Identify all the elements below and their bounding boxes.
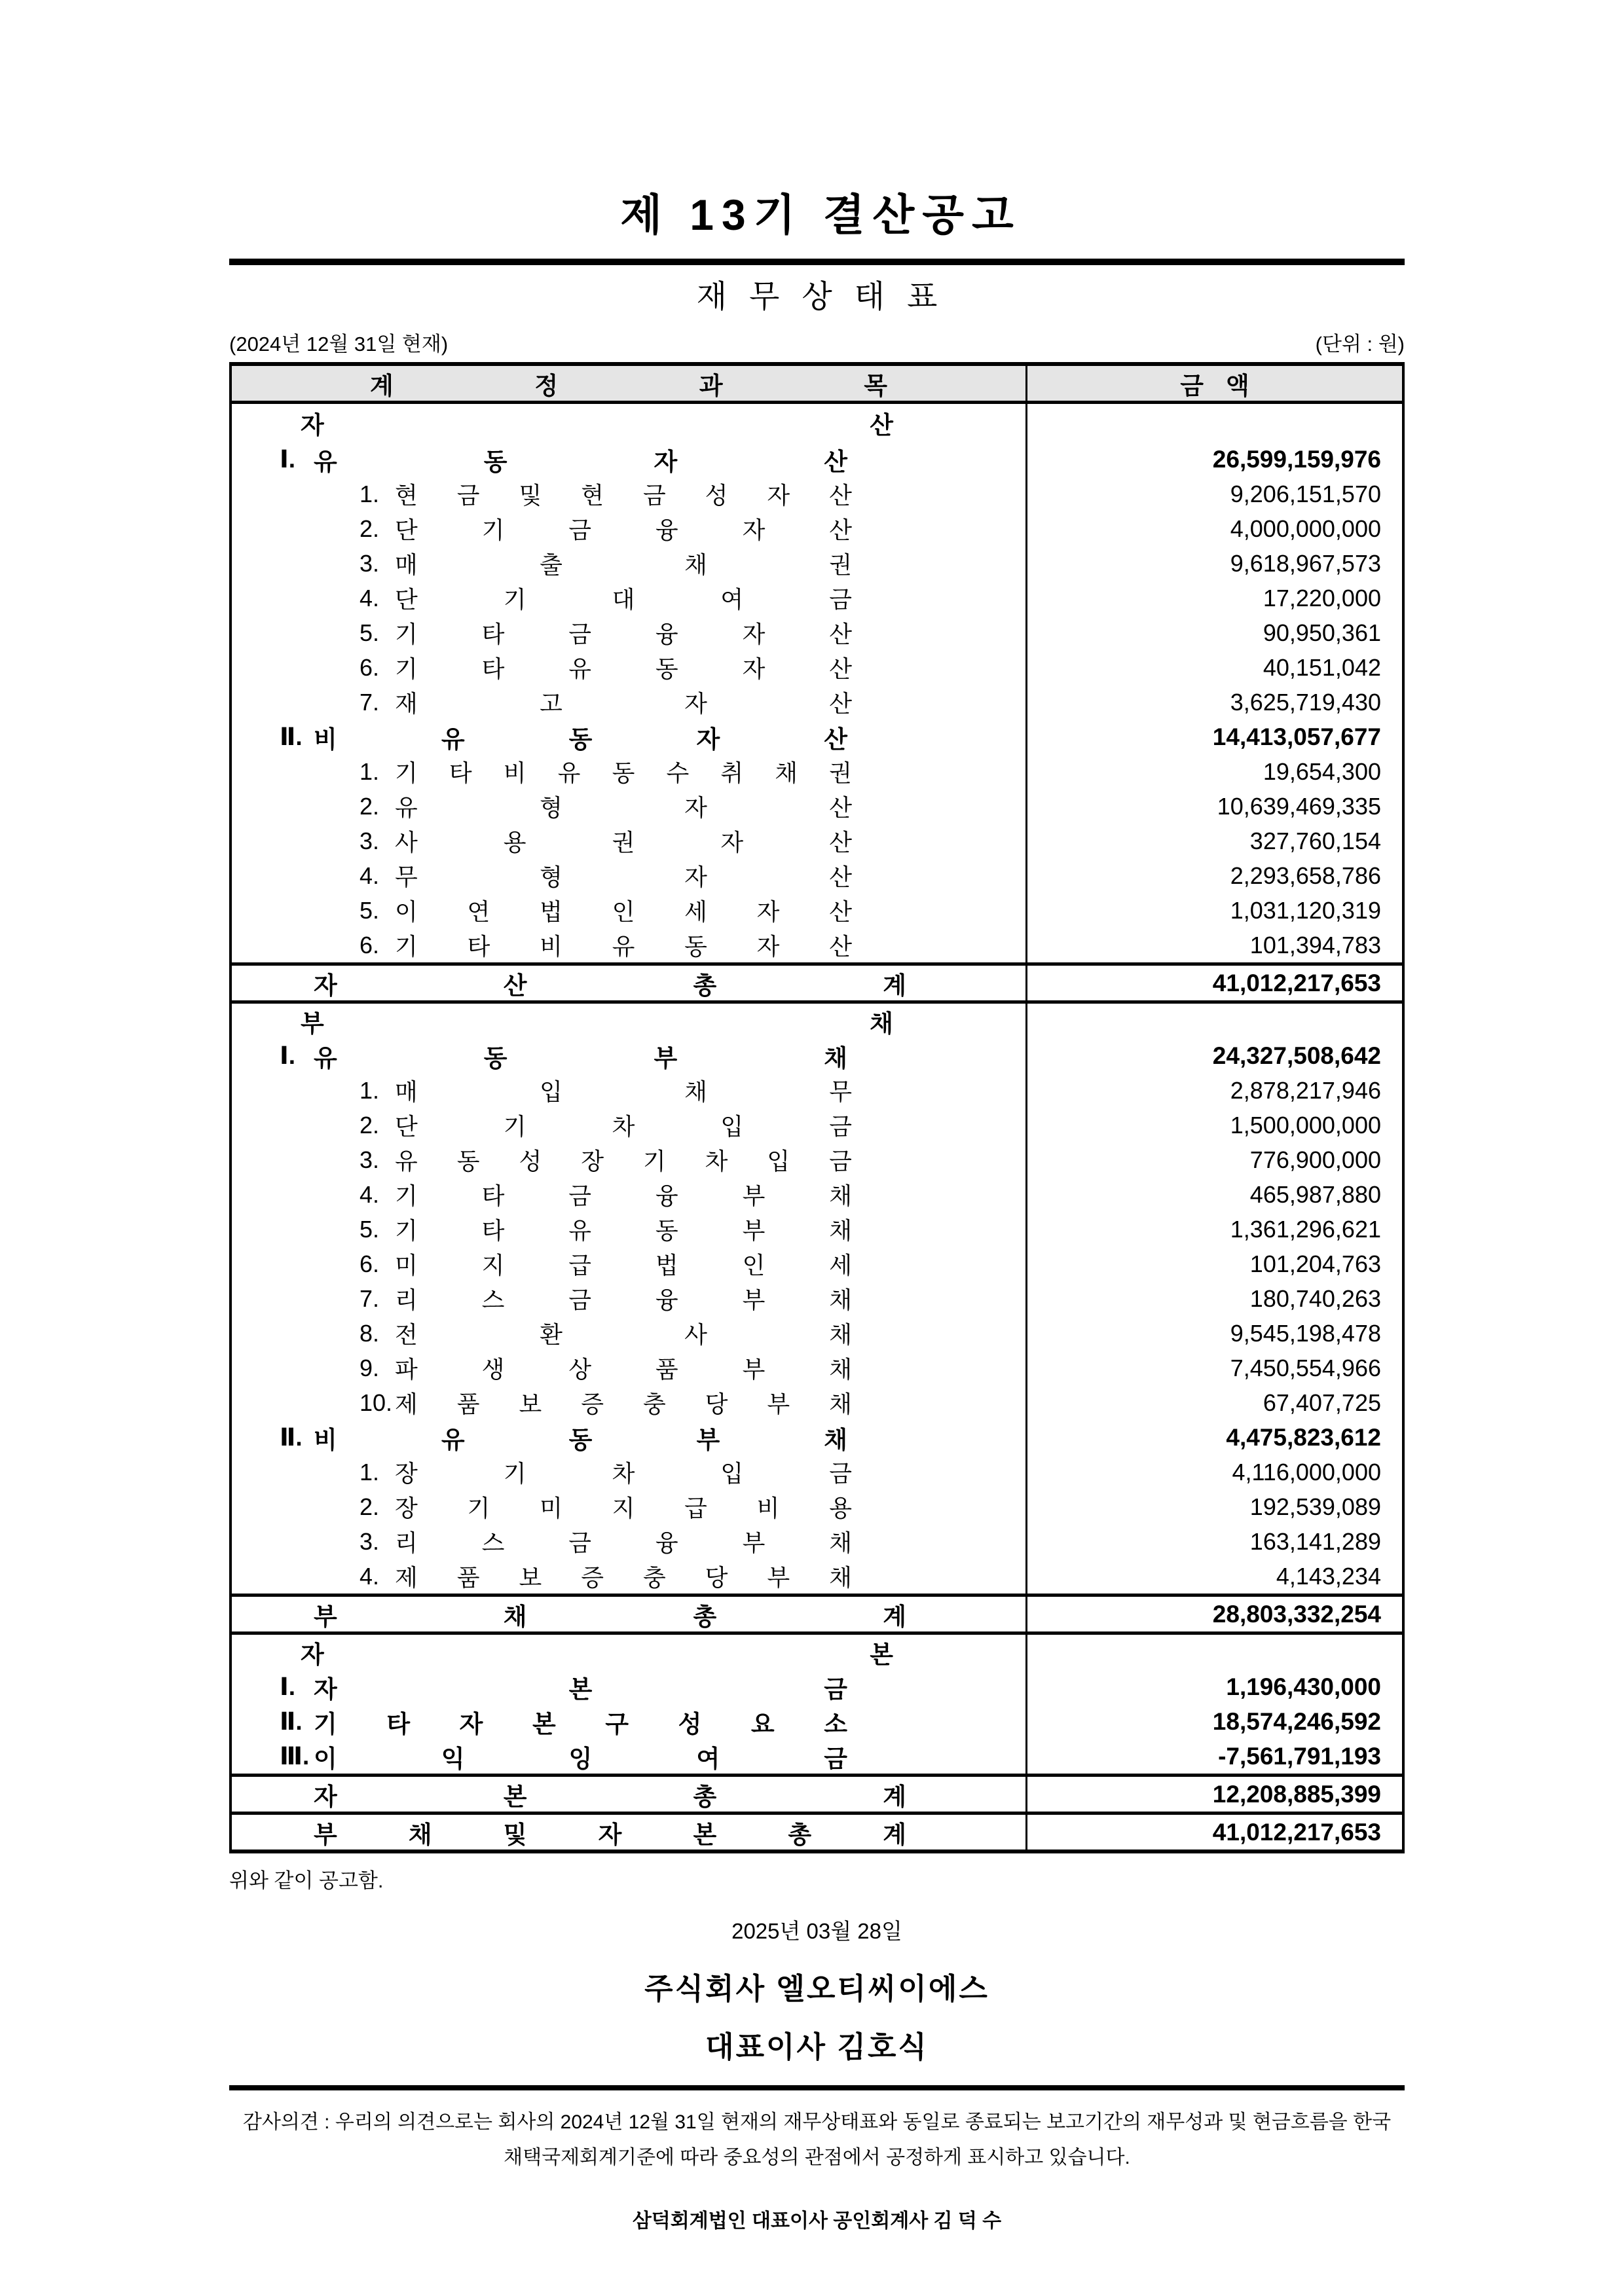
amount-cell: 4,143,234 <box>1276 1562 1381 1590</box>
account-label: 이 익 잉 여 금 <box>314 1745 847 1772</box>
amount-cell: 12,208,885,399 <box>1212 1780 1381 1808</box>
account-cell <box>232 1669 1027 1704</box>
account-cell <box>232 1385 1027 1420</box>
account-header-label: 계 정 과 목 <box>370 372 887 399</box>
account-header-cell <box>232 366 1027 401</box>
account-label: 기 타 금 융 부 채 <box>395 1182 852 1210</box>
account-label: 유 동 자 산 <box>314 448 847 475</box>
table-row <box>232 1281 1402 1316</box>
table-row <box>232 1559 1402 1594</box>
audit-opinion <box>229 2105 1405 2176</box>
account-prefix: Ⅰ. <box>280 446 296 473</box>
account-cell <box>232 1073 1027 1108</box>
table-row <box>232 824 1402 858</box>
account-cell <box>232 1489 1027 1524</box>
title-divider <box>229 259 1405 265</box>
account-cell <box>232 720 1027 754</box>
account-cell <box>232 1597 1027 1631</box>
account-prefix: 7. <box>360 1285 380 1312</box>
account-prefix: 6. <box>360 931 380 958</box>
account-prefix: 7. <box>360 688 380 716</box>
amount-cell: 3,625,719,430 <box>1230 688 1381 716</box>
account-cell <box>232 685 1027 720</box>
amount-cell: 327,760,154 <box>1249 827 1381 854</box>
amount-cell: 1,361,296,621 <box>1230 1215 1381 1243</box>
amount-cell: 14,413,057,677 <box>1212 723 1381 750</box>
account-label: 자 본 <box>301 1641 893 1668</box>
amount-cell: 4,116,000,000 <box>1232 1458 1381 1485</box>
account-cell <box>232 650 1027 685</box>
account-prefix: Ⅰ. <box>280 1673 296 1701</box>
ceo-name: 대표이사 김호식 <box>705 2030 929 2064</box>
table-row <box>232 858 1402 893</box>
account-label: 비 유 동 자 산 <box>314 725 847 753</box>
account-label: 기 타 금 융 자 산 <box>395 621 852 648</box>
account-label: 부 채 총 계 <box>314 1603 906 1630</box>
account-cell <box>232 1777 1027 1812</box>
audit-opinion-line1: 감사의견 : 우리의 의견으로는 회사의 2024년 12월 31일 현재의 재무상태표와 동일로 종료되는 보고기간의 재무성과 및 현금흐름을 한국 <box>242 2111 1392 2134</box>
account-label: 장 기 미 지 급 비 용 <box>395 1495 852 1522</box>
table-row <box>232 1774 1402 1812</box>
account-prefix: 8. <box>360 1319 380 1347</box>
account-cell <box>232 1351 1027 1385</box>
account-cell <box>232 858 1027 893</box>
table-row <box>232 615 1402 650</box>
amount-cell: 41,012,217,653 <box>1212 1818 1381 1846</box>
table-row <box>232 789 1402 824</box>
account-label: 장 기 차 입 금 <box>395 1460 852 1487</box>
account-prefix: 3. <box>360 549 380 577</box>
company-name: 주식회사 엘오티씨이에스 <box>644 1972 989 2006</box>
amount-cell: 19,654,300 <box>1263 757 1381 785</box>
amount-cell: 2,293,658,786 <box>1230 862 1381 889</box>
table-row <box>232 1669 1402 1704</box>
table-row <box>232 1739 1402 1774</box>
amount-cell: 4,475,823,612 <box>1226 1423 1381 1451</box>
account-label: 자 산 총 계 <box>314 972 906 999</box>
statement-title: 재무상태표 <box>696 279 960 314</box>
announcement-note: 위와 같이 공고함. <box>229 1869 384 1893</box>
account-cell <box>232 1420 1027 1455</box>
amount-cell: 1,031,120,319 <box>1230 896 1381 924</box>
table-row <box>232 1489 1402 1524</box>
table-row <box>232 1247 1402 1281</box>
account-cell <box>232 789 1027 824</box>
amount-cell: 180,740,263 <box>1249 1285 1381 1312</box>
account-prefix: 2. <box>360 515 380 542</box>
amount-cell: 2,878,217,946 <box>1230 1076 1381 1104</box>
account-label: 유 형 자 산 <box>395 794 852 822</box>
table-row <box>232 1212 1402 1247</box>
account-label: 자 본 총 계 <box>314 1783 906 1810</box>
account-prefix: Ⅰ. <box>280 1042 296 1070</box>
table-row <box>232 962 1402 1000</box>
amount-cell: 1,196,430,000 <box>1226 1673 1381 1700</box>
table-row <box>232 1631 1402 1669</box>
amount-cell: 4,000,000,000 <box>1230 515 1381 542</box>
account-prefix: 2. <box>360 792 380 820</box>
account-label: 기 타 자 본 구 성 요 소 <box>314 1710 847 1738</box>
account-label: 비 유 동 부 채 <box>314 1426 847 1453</box>
table-row <box>232 1524 1402 1559</box>
amount-cell: 1,500,000,000 <box>1230 1111 1381 1139</box>
amount-cell: 17,220,000 <box>1263 584 1381 611</box>
audit-opinion-line2: 채택국제회계기준에 따라 중요성의 관점에서 공정하게 표시하고 있습니다. <box>504 2147 1130 2169</box>
account-prefix: 1. <box>360 480 380 507</box>
account-cell <box>232 1455 1027 1489</box>
amount-cell: 40,151,042 <box>1263 653 1381 681</box>
account-prefix: 1. <box>360 757 380 785</box>
account-label: 매 출 채 권 <box>395 551 852 579</box>
page-content <box>0 191 1624 2233</box>
amount-cell: 18,574,246,592 <box>1212 1707 1381 1735</box>
table-body <box>232 404 1402 1850</box>
account-cell <box>232 1704 1027 1739</box>
account-cell <box>232 581 1027 615</box>
as-of-date-note: (2024년 12월 31일 현재) <box>229 333 449 356</box>
account-prefix: Ⅱ. <box>280 1424 303 1451</box>
account-label: 자 본 금 <box>314 1675 847 1703</box>
amount-cell: 7,450,554,966 <box>1230 1354 1381 1381</box>
account-cell <box>232 1212 1027 1247</box>
account-label: 제 품 보 증 충 당 부 채 <box>395 1391 852 1418</box>
account-cell <box>232 404 1027 442</box>
table-row <box>232 581 1402 615</box>
account-label: 부 채 및 자 본 총 계 <box>314 1821 906 1848</box>
account-prefix: 6. <box>360 1250 380 1277</box>
table-row <box>232 1108 1402 1142</box>
table-notes-row <box>229 327 1405 357</box>
account-cell <box>232 1247 1027 1281</box>
amount-cell: 24,327,508,642 <box>1212 1042 1381 1069</box>
account-cell <box>232 824 1027 858</box>
amount-cell: 776,900,000 <box>1249 1146 1381 1173</box>
account-prefix: 5. <box>360 619 380 646</box>
table-row <box>232 650 1402 685</box>
amount-cell: 163,141,289 <box>1249 1527 1381 1555</box>
account-cell <box>232 1316 1027 1351</box>
account-cell <box>232 1004 1027 1038</box>
account-cell <box>232 477 1027 511</box>
announcement-date: 2025년 03월 28일 <box>731 1919 902 1944</box>
account-label: 리 스 금 융 부 채 <box>395 1286 852 1314</box>
table-row <box>232 1038 1402 1073</box>
table-row <box>232 546 1402 581</box>
amount-cell: 9,545,198,478 <box>1230 1319 1381 1347</box>
table-row <box>232 1000 1402 1038</box>
account-cell <box>232 1739 1027 1774</box>
account-cell <box>232 1142 1027 1177</box>
audit-divider <box>229 2085 1405 2090</box>
table-row <box>232 893 1402 928</box>
account-label: 기 타 비 유 동 수 취 채 권 <box>395 759 852 787</box>
table-row <box>232 754 1402 789</box>
account-label: 기 타 유 동 자 산 <box>395 655 852 683</box>
account-cell <box>232 615 1027 650</box>
account-cell <box>232 1108 1027 1142</box>
table-row <box>232 1812 1402 1850</box>
account-prefix: 4. <box>360 862 380 889</box>
table-row <box>232 928 1402 962</box>
account-prefix: 4. <box>360 1562 380 1590</box>
account-label: 단 기 금 융 자 산 <box>395 517 852 544</box>
amount-cell: 67,407,725 <box>1263 1389 1381 1416</box>
table-row <box>232 1420 1402 1455</box>
account-label: 재 고 자 산 <box>395 690 852 718</box>
account-prefix: 2. <box>360 1111 380 1139</box>
account-label: 사 용 권 자 산 <box>395 829 852 856</box>
account-label: 단 기 차 입 금 <box>395 1113 852 1140</box>
account-label: 유 동 성 장 기 차 입 금 <box>395 1148 852 1175</box>
table-row <box>232 1316 1402 1351</box>
account-prefix: Ⅲ. <box>280 1743 310 1770</box>
account-prefix: 5. <box>360 1215 380 1243</box>
account-cell <box>232 1559 1027 1594</box>
account-label: 단 기 대 여 금 <box>395 586 852 613</box>
amount-cell: -7,561,791,193 <box>1218 1742 1381 1770</box>
account-label: 이 연 법 인 세 자 산 <box>395 898 852 926</box>
account-prefix: 6. <box>360 653 380 681</box>
account-prefix: 4. <box>360 584 380 611</box>
account-cell <box>232 966 1027 1000</box>
amount-cell: 101,204,763 <box>1249 1250 1381 1277</box>
account-cell <box>232 1524 1027 1559</box>
amount-header-cell <box>1027 366 1402 401</box>
account-label: 전 환 사 채 <box>395 1321 852 1349</box>
account-label: 유 동 부 채 <box>314 1044 847 1072</box>
table-row <box>232 1594 1402 1631</box>
amount-cell: 10,639,469,335 <box>1217 792 1381 820</box>
amount-cell: 90,950,361 <box>1263 619 1381 646</box>
account-cell <box>232 754 1027 789</box>
account-prefix: 3. <box>360 827 380 854</box>
account-cell <box>232 1177 1027 1212</box>
account-cell <box>232 1635 1027 1669</box>
table-row <box>232 477 1402 511</box>
account-prefix: 9. <box>360 1354 380 1381</box>
amount-cell: 41,012,217,653 <box>1212 969 1381 996</box>
account-prefix: 5. <box>360 896 380 924</box>
amount-cell: 9,618,967,573 <box>1230 549 1381 577</box>
account-cell <box>232 442 1027 477</box>
account-prefix: 3. <box>360 1146 380 1173</box>
page-title: 제 13기 결산공고 <box>620 191 1022 239</box>
account-cell <box>232 511 1027 546</box>
table-row <box>232 1704 1402 1739</box>
account-label: 미 지 급 법 인 세 <box>395 1252 852 1279</box>
table-row <box>232 404 1402 442</box>
account-prefix: Ⅱ. <box>280 723 303 751</box>
amount-cell: 101,394,783 <box>1249 931 1381 958</box>
account-prefix: 10. <box>360 1389 393 1416</box>
table-row <box>232 1177 1402 1212</box>
account-label: 리 스 금 융 부 채 <box>395 1529 852 1557</box>
amount-cell: 465,987,880 <box>1249 1180 1381 1208</box>
account-label: 현 금 및 현 금 성 자 산 <box>395 482 852 509</box>
amount-cell: 9,206,151,570 <box>1230 480 1381 507</box>
account-cell <box>232 1038 1027 1073</box>
account-label: 자 산 <box>301 412 893 439</box>
table-row <box>232 511 1402 546</box>
unit-note: (단위 : 원) <box>1315 333 1405 356</box>
table-row <box>232 442 1402 477</box>
table-row <box>232 720 1402 754</box>
account-cell <box>232 893 1027 928</box>
account-prefix: 3. <box>360 1527 380 1555</box>
table-row <box>232 1385 1402 1420</box>
table-row <box>232 1142 1402 1177</box>
table-row <box>232 685 1402 720</box>
amount-cell: 192,539,089 <box>1249 1493 1381 1520</box>
account-label: 기 타 유 동 부 채 <box>395 1217 852 1245</box>
account-cell <box>232 1281 1027 1316</box>
account-cell <box>232 928 1027 962</box>
amount-cell: 26,599,159,976 <box>1212 445 1381 473</box>
account-prefix: 1. <box>360 1458 380 1485</box>
auditor-signature: 삼덕회계법인 대표이사 공인회계사 김 덕 수 <box>632 2210 1002 2232</box>
amount-cell: 28,803,332,254 <box>1212 1600 1381 1628</box>
account-label: 매 입 채 무 <box>395 1078 852 1106</box>
table-row <box>232 1455 1402 1489</box>
account-cell <box>232 546 1027 581</box>
table-row <box>232 1351 1402 1385</box>
amount-header-label: 금액 <box>1180 372 1272 399</box>
account-prefix: 4. <box>360 1180 380 1208</box>
table-row <box>232 1073 1402 1108</box>
table-header-row <box>232 366 1402 404</box>
account-prefix: 1. <box>360 1076 380 1104</box>
account-label: 무 형 자 산 <box>395 864 852 891</box>
account-label: 제 품 보 증 충 당 부 채 <box>395 1564 852 1592</box>
account-cell <box>232 1815 1027 1850</box>
account-prefix: 2. <box>360 1493 380 1520</box>
account-label: 파 생 상 품 부 채 <box>395 1356 852 1383</box>
account-label: 부 채 <box>301 1010 893 1037</box>
account-prefix: Ⅱ. <box>280 1708 303 1736</box>
balance-sheet-table <box>229 362 1405 1853</box>
account-label: 기 타 비 유 동 자 산 <box>395 933 852 960</box>
